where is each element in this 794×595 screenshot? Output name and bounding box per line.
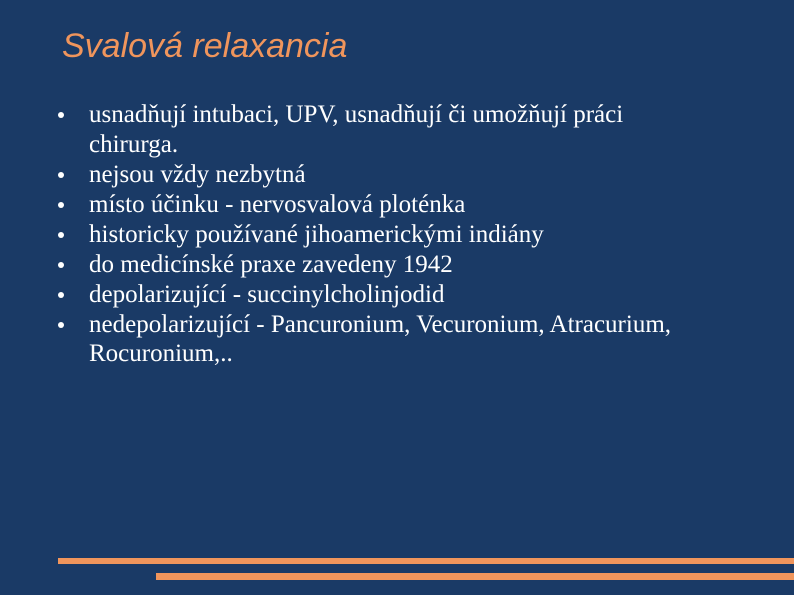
bullet-item (58, 190, 718, 220)
bullet-item (58, 310, 718, 369)
bullet-dot-icon (58, 202, 64, 208)
bullet-text: do medicínské praxe zavedeny 1942 (89, 250, 453, 278)
bullet-item (58, 250, 718, 280)
decorative-rule-bottom (156, 573, 794, 580)
bullet-text: depolarizující - succinylcholinjodid (89, 280, 445, 308)
bullet-text: nejsou vždy nezbytná (89, 160, 306, 188)
bullet-item (58, 160, 718, 190)
bullet-dot-icon (58, 172, 64, 178)
bullet-dot-icon (58, 112, 64, 118)
bullet-dot-icon (58, 322, 64, 328)
bullet-dot-icon (58, 232, 64, 238)
bullet-dot-icon (58, 262, 64, 268)
bullet-text: historicky používané jihoamerickými indiány (89, 220, 544, 248)
bullet-list (58, 100, 718, 369)
bullet-text: místo účinku - nervosvalová ploténka (89, 190, 466, 218)
bullet-text: usnadňují intubaci, UPV, usnadňují či umožňují práci chirurga. (89, 101, 624, 158)
bullet-text: nedepolarizující - Pancuronium, Vecuronium, Atracurium, Rocuronium,.. (89, 310, 672, 367)
bullet-item (58, 100, 718, 159)
decorative-rule-top (58, 558, 794, 564)
bullet-dot-icon (58, 292, 64, 298)
bullet-item (58, 220, 718, 250)
slide-title: Svalová relaxancia (62, 27, 348, 65)
bullet-item (58, 280, 718, 310)
